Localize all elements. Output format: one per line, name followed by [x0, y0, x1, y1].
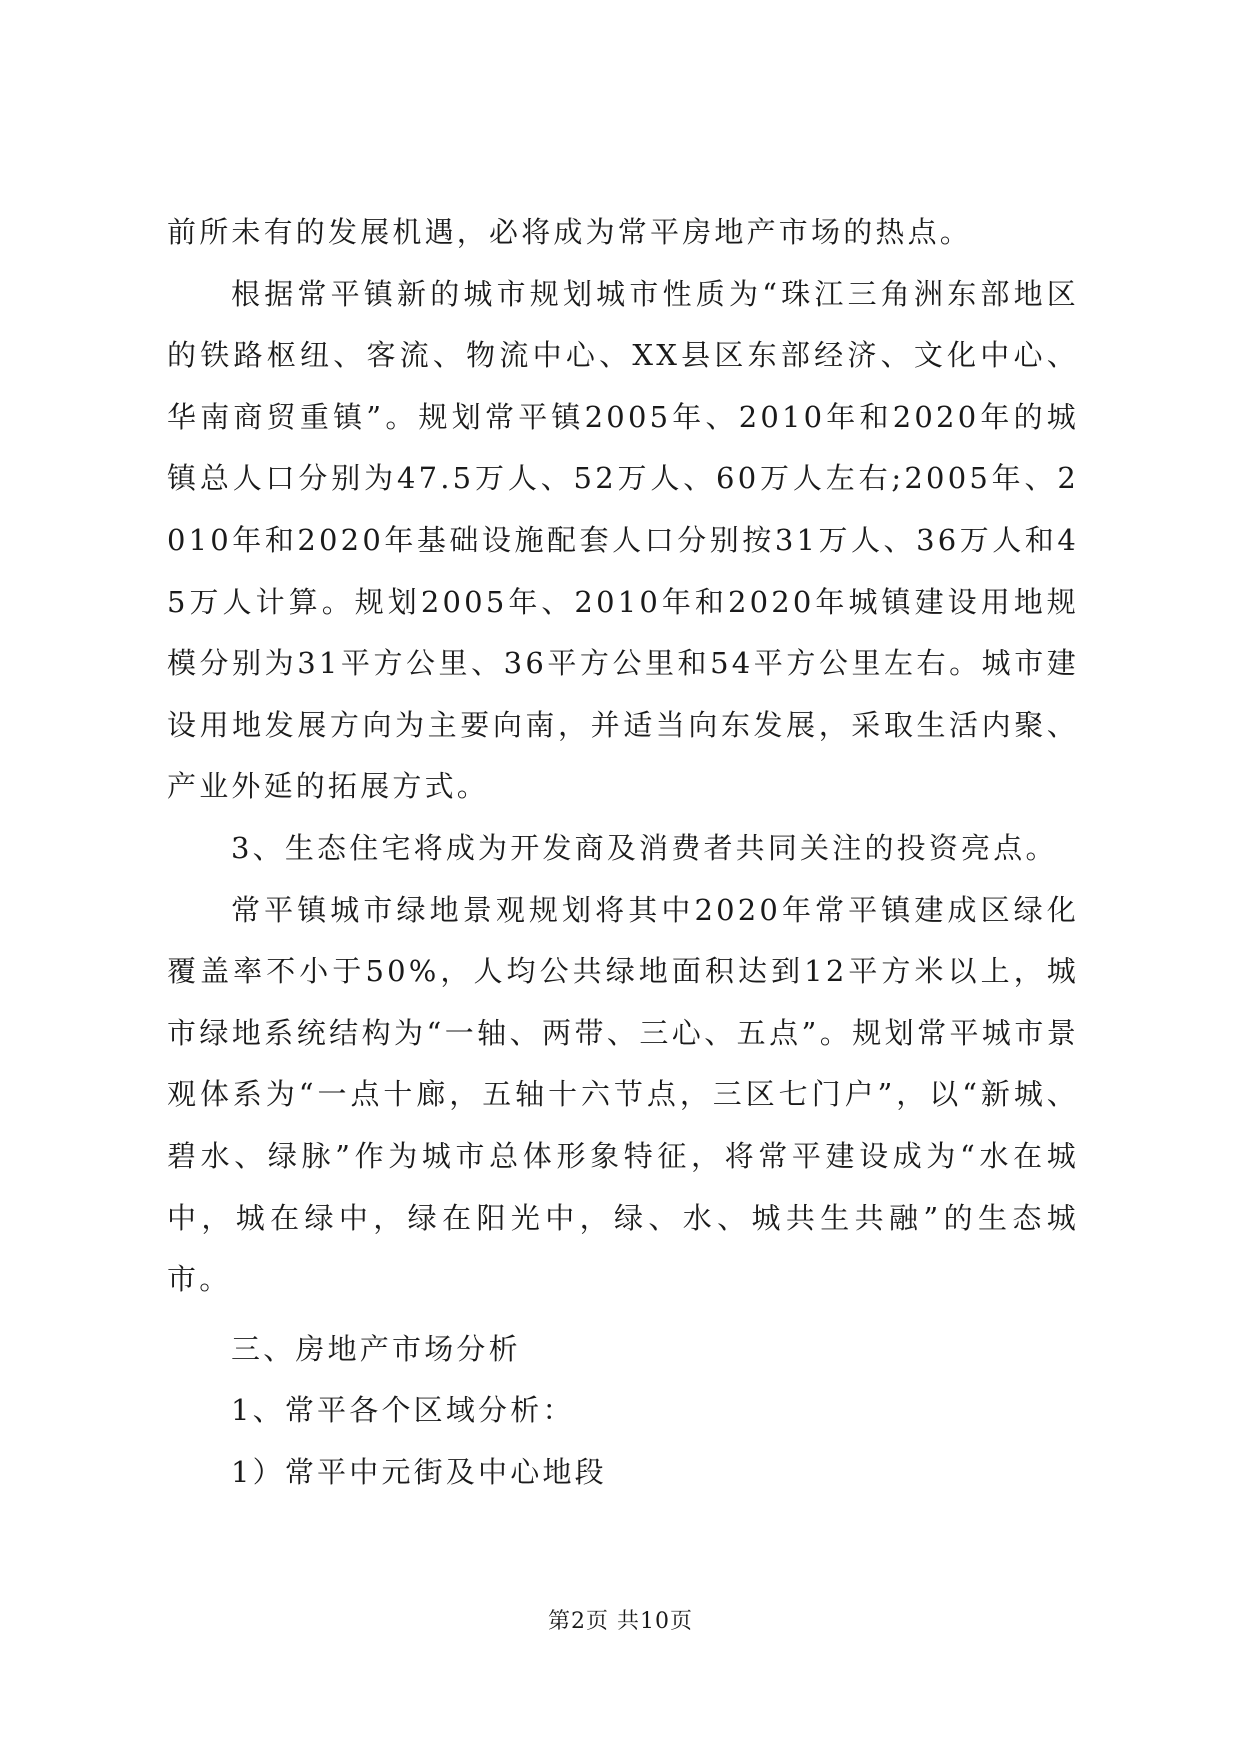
section-heading-market-analysis: 三、房地产市场分析 — [231, 1331, 521, 1366]
paragraph-eco-housing-heading: 3、生态住宅将成为开发商及消费者共同关注的投资亮点。 — [231, 830, 1058, 865]
paragraph-green-landscape: 常平镇城市绿地景观规划将其中2020年常平镇建成区绿化覆盖率不小于50%，人均公共绿地面积达到12平方米以上，城市绿地系统结构为“一轴、两带、三心、五点”。规划常平城市景观体系为“一点十廊，五轴十六节点，三区七门户”，以“新城、碧水、绿脉”作为城市总体形象特征，将常平建设成为“水在城中，城在绿中，绿在阳光中，绿、水、城共生共融”的生态城市。 — [167, 892, 1079, 1297]
subheading-region-analysis: 1、常平各个区域分析： — [231, 1393, 575, 1428]
document-body — [167, 202, 1079, 1503]
subheading-central-area: 1）常平中元街及中心地段 — [231, 1454, 607, 1489]
page-footer: 第2页 共10页 — [548, 1609, 693, 1634]
paragraph-continuation: 前所未有的发展机遇，必将成为常平房地产市场的热点。 — [167, 215, 973, 249]
paragraph-city-planning: 根据常平镇新的城市规划城市性质为“珠江三角洲东部地区的铁路枢纽、客流、物流中心、XX县区东部经济、文化中心、华南商贸重镇”。规划常平镇2005年、2010年和2020年的城镇总人口分别为47.5万人、52万人、60万人左右;2005年、2010年和2020年基础设施配套人口分别按31万人、36万人和45万人计算。规划2005年、2010年和2020年城镇建设用地规模分别为31平方公里、36平方公里和54平方公里左右。城市建设用地发展方向为主要向南，并适当向东发展，采取生活内聚、产业外延的拓展方式。 — [167, 276, 1079, 804]
